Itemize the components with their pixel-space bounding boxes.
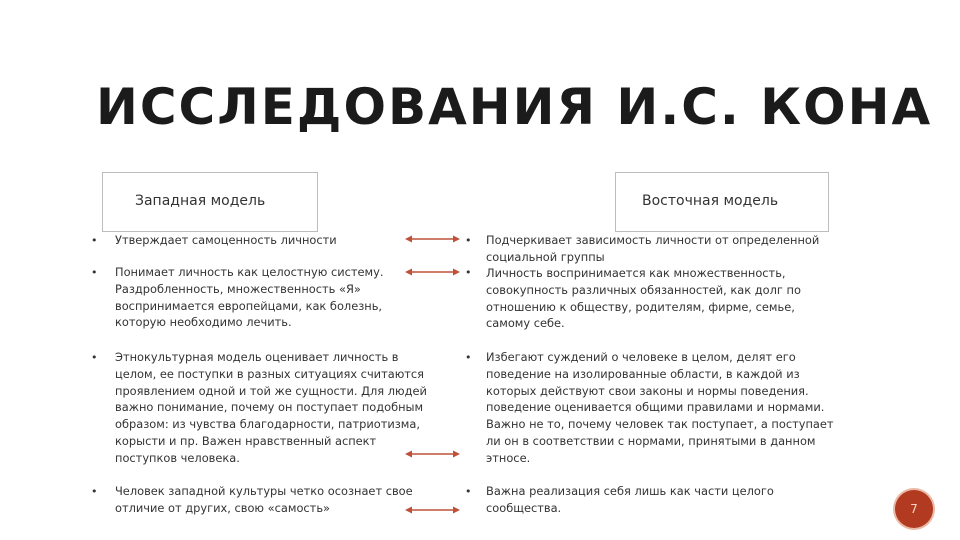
west-item-3: Этнокультурная модель оценивает личность в целом, ее поступки в разных ситуациях считаются проявлением одной и той же сущности. Для людей важно понимание, почему он поступает подобным образом: из чувства благодарности, патриотизма, корысти и пр. Важен нравственный аспект поступков человека. bbox=[115, 350, 427, 465]
double-headed-arrow-icon bbox=[405, 449, 460, 459]
page-title: ИССЛЕДОВАНИЯ И.С. КОНА bbox=[96, 78, 933, 136]
bullet-east-2: • bbox=[465, 266, 472, 279]
western-model-box bbox=[102, 172, 318, 232]
west-item-4: Человек западной культуры четко осознает свое отличие от других, свою «самость» bbox=[115, 484, 413, 515]
double-headed-arrow-icon bbox=[405, 505, 460, 515]
bullet-east-4: • bbox=[465, 485, 472, 498]
west-item-1: Утверждает самоценность личности bbox=[115, 233, 337, 247]
east-item-3: Избегают суждений о человеке в целом, делят его поведение на изолированные области, в каждой из которых действуют свои законы и нормы поведения. поведение оценивается общими правилами и нормами. Важно не то, почему человек так поступает, а поступает ли он в соответствии с нормами, принятыми в данном этносе. bbox=[486, 350, 834, 465]
bullet-west-1: • bbox=[91, 234, 98, 247]
bullet-west-2: • bbox=[91, 266, 98, 279]
double-headed-arrow-icon bbox=[405, 267, 460, 277]
bullet-west-3: • bbox=[91, 351, 98, 364]
east-item-4: Важна реализация себя лишь как части целого сообщества. bbox=[486, 484, 774, 515]
slide-number-badge bbox=[895, 490, 933, 528]
bullet-west-4: • bbox=[91, 485, 98, 498]
east-item-2: Личность воспринимается как множественность, совокупность различных обязанностей, как долг по отношению к обществу, родителям, фирме, семье, самому себе. bbox=[486, 266, 801, 331]
east-item-1: Подчеркивает зависимость личности от определенной социальной группы bbox=[486, 233, 820, 264]
double-headed-arrow-icon bbox=[405, 234, 460, 244]
west-item-2: Понимает личность как целостную систему. Раздробленность, множественность «Я» воспринимается европейцами, как болезнь, которую необходимо лечить. bbox=[115, 265, 384, 330]
eastern-model-label: Восточная модель bbox=[642, 193, 779, 209]
bullet-east-3: • bbox=[465, 351, 472, 364]
eastern-model-box bbox=[615, 172, 829, 232]
western-model-label: Западная модель bbox=[135, 193, 266, 209]
bullet-east-1: • bbox=[465, 234, 472, 247]
slide-number: 7 bbox=[910, 502, 918, 516]
